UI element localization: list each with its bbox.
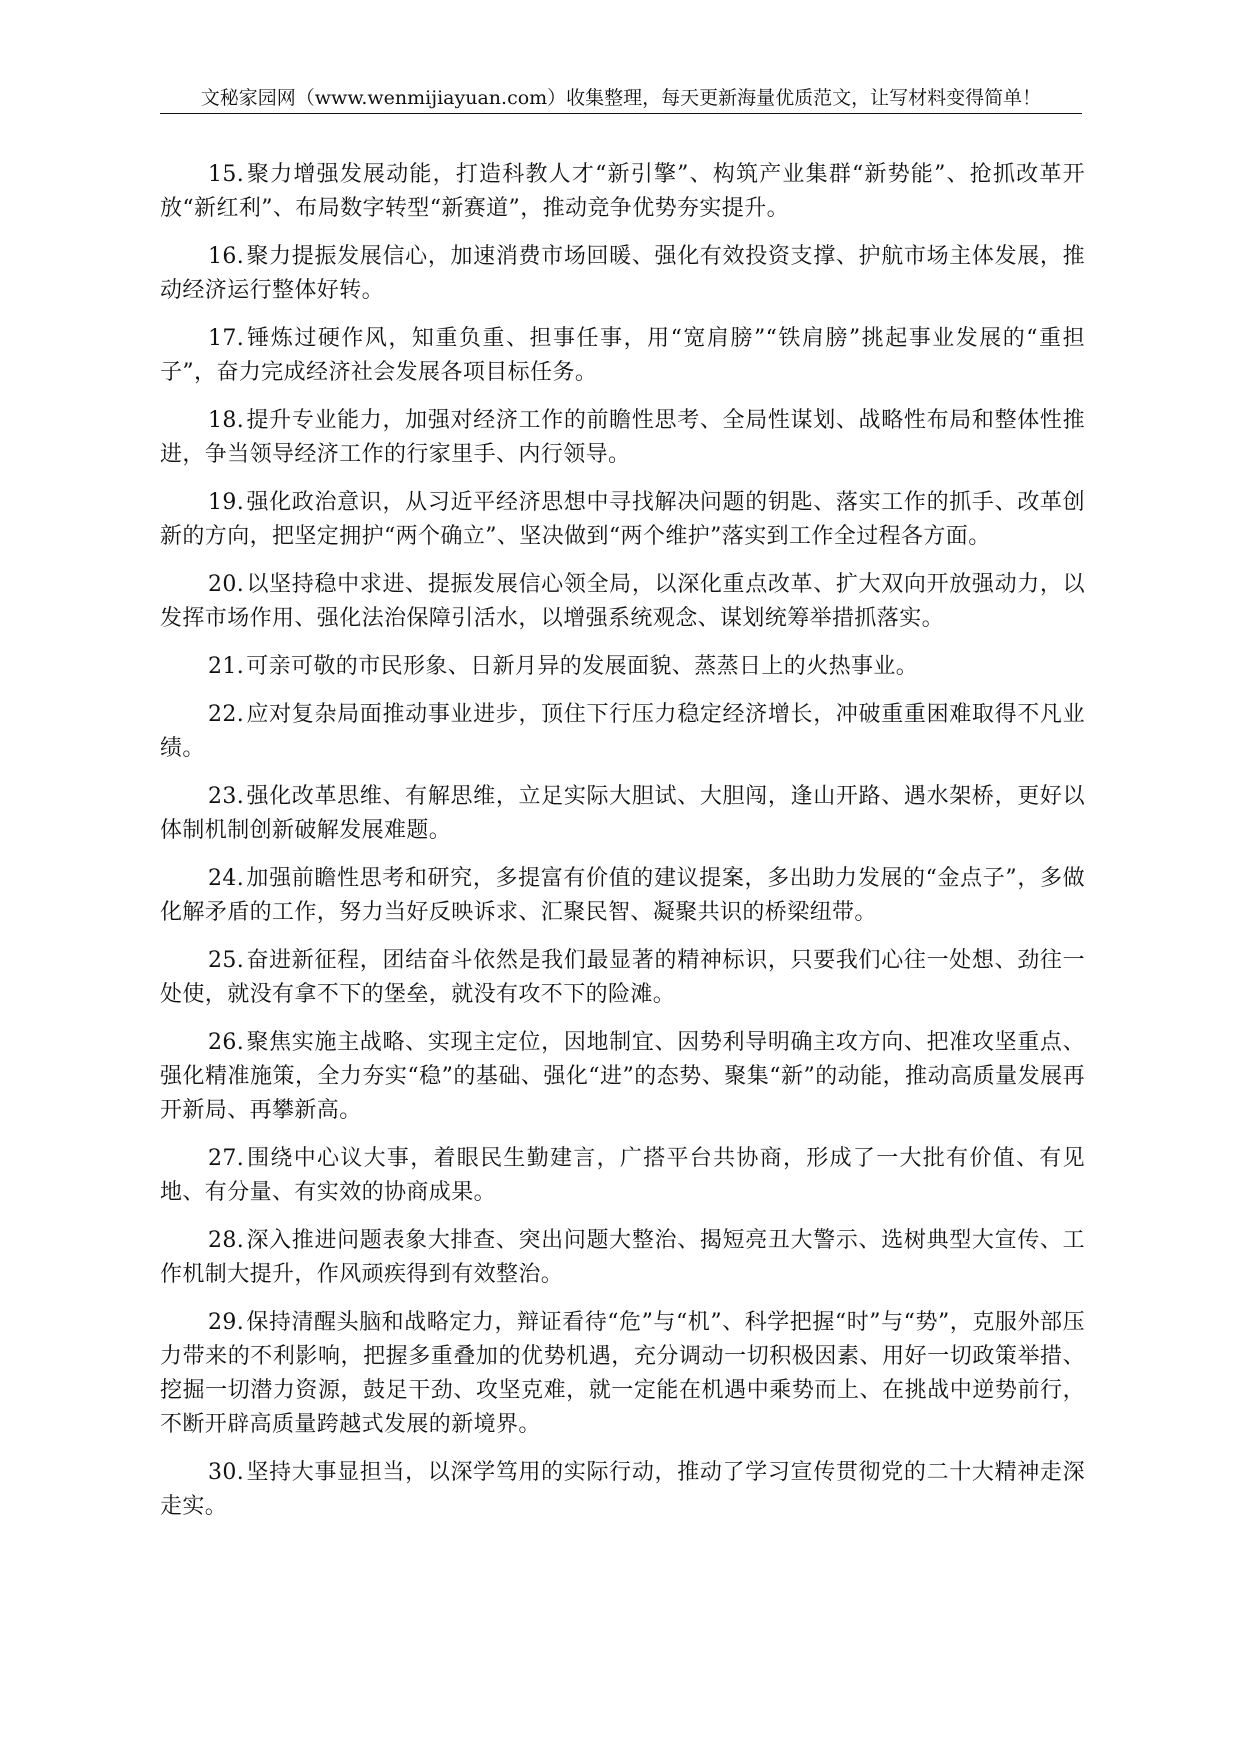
- paragraph-16: [160, 240, 1085, 308]
- paragraph-number: 16.: [208, 244, 245, 269]
- paragraph-number: 15.: [208, 162, 245, 187]
- paragraph-text: 提升专业能力，加强对经济工作的前瞻性思考、全局性谋划、战略性布局和整体性推进，争当领导经济工作的行家里手、内行领导。: [160, 408, 1085, 467]
- paragraph-29: [160, 1306, 1085, 1442]
- paragraph-number: 22.: [208, 702, 245, 727]
- paragraph-number: 19.: [208, 490, 245, 515]
- paragraph-number: 21.: [208, 654, 245, 679]
- paragraph-19: [160, 486, 1085, 554]
- paragraph-20: [160, 568, 1085, 636]
- paragraph-text: 围绕中心议大事，着眼民生勤建言，广搭平台共协商，形成了一大批有价值、有见地、有分量、有实效的协商成果。: [160, 1146, 1085, 1205]
- paragraph-24: [160, 862, 1085, 930]
- paragraph-26: [160, 1026, 1085, 1128]
- paragraph-text: 聚力提振发展信心，加速消费市场回暖、强化有效投资支撑、护航市场主体发展，推动经济运行整体好转。: [160, 244, 1085, 303]
- paragraph-21: [160, 650, 1085, 684]
- paragraph-text: 保持清醒头脑和战略定力，辩证看待“危”与“机”、科学把握“时”与“势”，克服外部压力带来的不利影响，把握多重叠加的优势机遇，充分调动一切积极因素、用好一切政策举措、挖掘一切潜力资源，鼓足干劲、攻坚克难，就一定能在机遇中乘势而上、在挑战中逆势前行，不断开辟高质量跨越式发展的新境界。: [160, 1310, 1085, 1437]
- paragraph-number: 25.: [208, 948, 245, 973]
- paragraph-18: [160, 404, 1085, 472]
- paragraph-number: 26.: [208, 1030, 245, 1055]
- paragraph-number: 23.: [208, 784, 245, 809]
- paragraph-number: 27.: [208, 1146, 245, 1171]
- paragraph-number: 24.: [208, 866, 245, 891]
- header-divider: [160, 113, 1082, 114]
- paragraph-text: 加强前瞻性思考和研究，多提富有价值的建议提案，多出助力发展的“金点子”，多做化解矛盾的工作，努力当好反映诉求、汇聚民智、凝聚共识的桥梁纽带。: [160, 866, 1085, 925]
- paragraph-number: 28.: [208, 1228, 245, 1253]
- paragraph-number: 29.: [208, 1310, 245, 1335]
- paragraph-text: 强化政治意识，从习近平经济思想中寻找解决问题的钥匙、落实工作的抓手、改革创新的方向，把坚定拥护“两个确立”、坚决做到“两个维护”落实到工作全过程各方面。: [160, 490, 1085, 549]
- paragraph-25: [160, 944, 1085, 1012]
- paragraph-text: 聚焦实施主战略、实现主定位，因地制宜、因势利导明确主攻方向、把准攻坚重点、强化精准施策，全力夯实“稳”的基础、强化“进”的态势、聚集“新”的动能，推动高质量发展再开新局、再攀新高。: [160, 1030, 1085, 1123]
- paragraph-27: [160, 1142, 1085, 1210]
- paragraph-text: 坚持大事显担当，以深学笃用的实际行动，推动了学习宣传贯彻党的二十大精神走深走实。: [160, 1460, 1085, 1519]
- paragraph-30: [160, 1456, 1085, 1524]
- paragraph-number: 30.: [208, 1460, 245, 1485]
- paragraph-23: [160, 780, 1085, 848]
- document-body: [160, 158, 1085, 1538]
- paragraph-text: 锤炼过硬作风，知重负重、担事任事，用“宽肩膀”“铁肩膀”挑起事业发展的“重担子”，奋力完成经济社会发展各项目标任务。: [160, 326, 1085, 385]
- paragraph-text: 可亲可敬的市民形象、日新月异的发展面貌、蒸蒸日上的火热事业。: [246, 654, 919, 679]
- paragraph-17: [160, 322, 1085, 390]
- paragraph-text: 以坚持稳中求进、提振发展信心领全局，以深化重点改革、扩大双向开放强动力，以发挥市场作用、强化法治保障引活水，以增强系统观念、谋划统筹举措抓落实。: [160, 572, 1085, 631]
- paragraph-number: 20.: [208, 572, 245, 597]
- paragraph-22: [160, 698, 1085, 766]
- page-header: 文秘家园网（www.wenmijiayuan.com）收集整理，每天更新海量优质范文，让写材料变得简单！: [200, 87, 1042, 109]
- paragraph-number: 17.: [208, 326, 245, 351]
- paragraph-text: 奋进新征程，团结奋斗依然是我们最显著的精神标识，只要我们心往一处想、劲往一处使，就没有拿不下的堡垒，就没有攻不下的险滩。: [160, 948, 1085, 1007]
- paragraph-text: 深入推进问题表象大排查、突出问题大整治、揭短亮丑大警示、选树典型大宣传、工作机制大提升，作风顽疾得到有效整治。: [160, 1228, 1085, 1287]
- paragraph-text: 应对复杂局面推动事业进步，顶住下行压力稳定经济增长，冲破重重困难取得不凡业绩。: [160, 702, 1085, 761]
- paragraph-15: [160, 158, 1085, 226]
- paragraph-28: [160, 1224, 1085, 1292]
- paragraph-text: 聚力增强发展动能，打造科教人才“新引擎”、构筑产业集群“新势能”、抢抓改革开放“新红利”、布局数字转型“新赛道”，推动竞争优势夯实提升。: [160, 162, 1085, 221]
- paragraph-number: 18.: [208, 408, 245, 433]
- paragraph-text: 强化改革思维、有解思维，立足实际大胆试、大胆闯，逢山开路、遇水架桥，更好以体制机制创新破解发展难题。: [160, 784, 1085, 843]
